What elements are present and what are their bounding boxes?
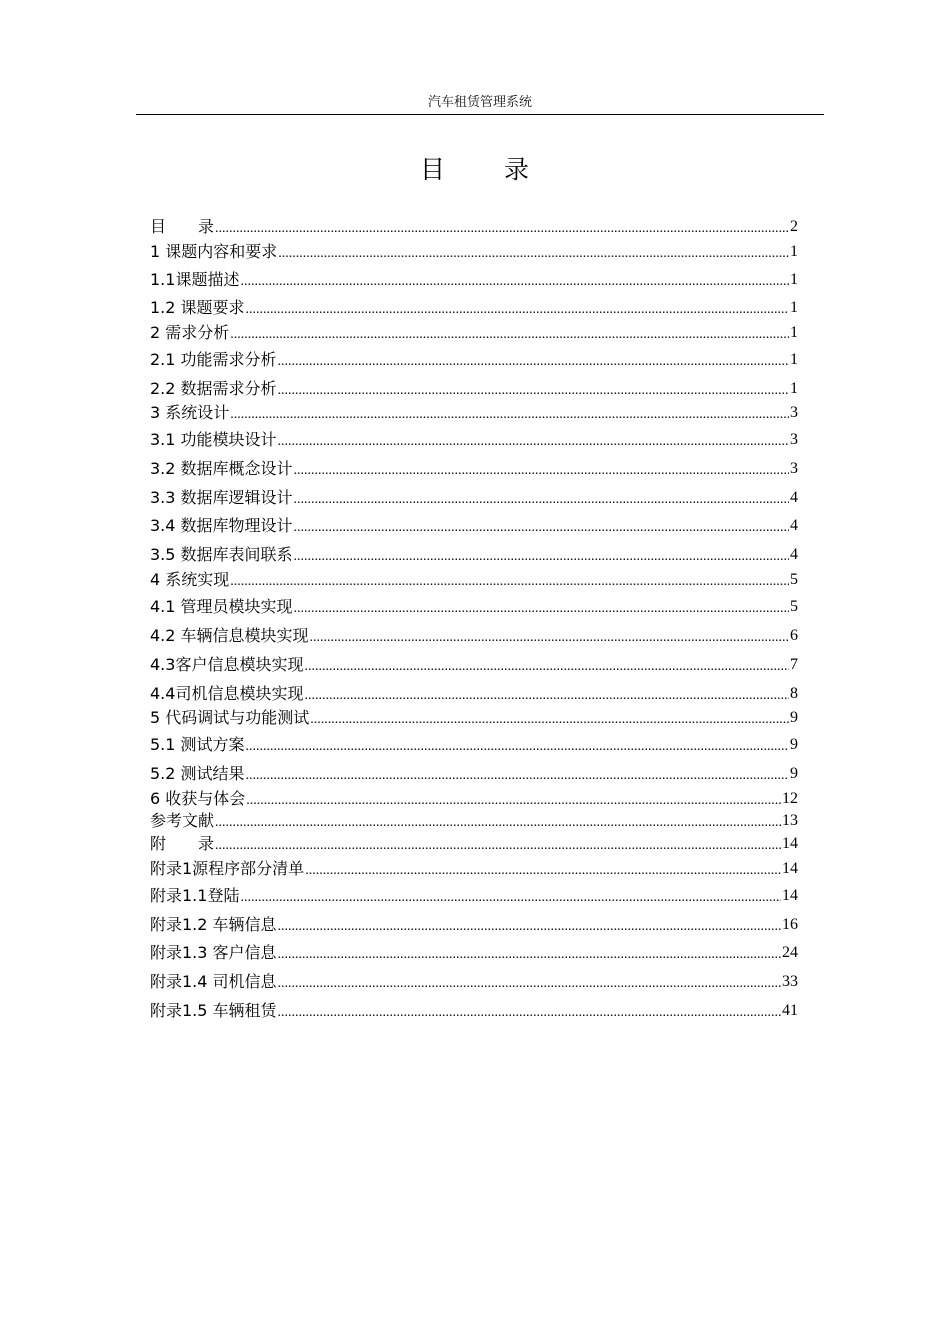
toc-entry[interactable] (150, 624, 798, 646)
toc-entry-page-number: 14 (782, 860, 798, 877)
toc-leader-dots (230, 327, 789, 343)
toc-leader-dots (278, 434, 789, 450)
toc-entry[interactable] (150, 832, 798, 854)
page-title (0, 150, 950, 186)
toc-entry-page-number: 1 (790, 324, 798, 341)
toc-entry-label: 3.3 数据库逻辑设计 (150, 488, 293, 507)
toc-entry-label: 附录1.3 客户信息 (150, 943, 277, 962)
toc-entry[interactable] (150, 215, 798, 237)
toc-entry[interactable] (150, 568, 798, 590)
toc-leader-dots (246, 768, 789, 784)
toc-entry-label: 附录1源程序部分清单 (150, 859, 305, 878)
toc-entry-page-number: 3 (790, 404, 798, 421)
toc-entry-label: 4.4司机信息模块实现 (150, 684, 304, 703)
toc-entry-page-number: 9 (790, 736, 798, 753)
toc-leader-dots (294, 520, 789, 536)
toc-leader-dots (215, 221, 789, 237)
toc-entry-label: 参考文献 (150, 811, 215, 830)
toc-entry[interactable] (150, 762, 798, 784)
toc-entry[interactable] (150, 296, 798, 318)
toc-entry-label: 5 代码调试与功能测试 (150, 708, 310, 727)
toc-entry-page-number: 6 (790, 627, 798, 644)
title-char-1: 目 (419, 155, 446, 184)
toc-entry[interactable] (150, 733, 798, 755)
toc-entry-page-number: 5 (790, 598, 798, 615)
toc-leader-dots (278, 919, 781, 935)
toc-entry[interactable] (150, 941, 798, 963)
toc-entry[interactable] (150, 682, 798, 704)
toc-entry[interactable] (150, 857, 798, 879)
toc-leader-dots (310, 630, 789, 646)
toc-entry-label: 4.1 管理员模块实现 (150, 597, 293, 616)
toc-entry-label: 附 录 (150, 834, 215, 853)
toc-entry-label: 3.1 功能模块设计 (150, 430, 277, 449)
toc-leader-dots (246, 739, 789, 755)
toc-leader-dots (215, 815, 781, 831)
toc-entry-page-number: 13 (782, 812, 798, 829)
toc-entry-label: 附录1.4 司机信息 (150, 972, 277, 991)
toc-entry-label: 1 课题内容和要求 (150, 242, 278, 261)
toc-entry-label: 附录1.5 车辆租赁 (150, 1001, 277, 1020)
toc-leader-dots (278, 947, 781, 963)
toc-entry[interactable] (150, 595, 798, 617)
toc-entry[interactable] (150, 653, 798, 675)
toc-entry-page-number: 8 (790, 685, 798, 702)
toc-entry[interactable] (150, 401, 798, 423)
toc-entry-label: 4.2 车辆信息模块实现 (150, 626, 309, 645)
toc-entry-page-number: 9 (790, 709, 798, 726)
toc-entry-label: 2 需求分析 (150, 323, 230, 342)
toc-entry[interactable] (150, 884, 798, 906)
toc-entry[interactable] (150, 321, 798, 343)
toc-leader-dots (278, 383, 789, 399)
toc-entry[interactable] (150, 486, 798, 508)
toc-entry-label: 1.2 课题要求 (150, 298, 245, 317)
toc-entry[interactable] (150, 970, 798, 992)
toc-entry-page-number: 5 (790, 571, 798, 588)
toc-entry-label: 4 系统实现 (150, 570, 230, 589)
toc-entry-page-number: 24 (782, 944, 798, 961)
toc-entry[interactable] (150, 913, 798, 935)
toc-entry-page-number: 1 (790, 380, 798, 397)
toc-entry-page-number: 12 (782, 790, 798, 807)
toc-entry-page-number: 1 (790, 299, 798, 316)
toc-entry-page-number: 4 (790, 489, 798, 506)
toc-entry-page-number: 4 (790, 517, 798, 534)
toc-leader-dots (246, 793, 781, 809)
toc-entry-label: 3.2 数据库概念设计 (150, 459, 293, 478)
toc-leader-dots (304, 659, 789, 675)
toc-leader-dots (240, 274, 789, 290)
toc-entry-label: 3.4 数据库物理设计 (150, 516, 293, 535)
toc-leader-dots (230, 574, 789, 590)
toc-entry[interactable] (150, 706, 798, 728)
toc-leader-dots (304, 688, 789, 704)
toc-leader-dots (240, 890, 781, 906)
toc-entry-page-number: 7 (790, 656, 798, 673)
toc-entry[interactable] (150, 268, 798, 290)
toc-leader-dots (310, 712, 789, 728)
toc-entry-page-number: 9 (790, 765, 798, 782)
page-header: 汽车租赁管理系统 (136, 92, 824, 115)
toc-entry[interactable] (150, 543, 798, 565)
toc-leader-dots (305, 863, 781, 879)
toc-entry-label: 附录1.1登陆 (150, 886, 240, 905)
toc-leader-dots (294, 601, 789, 617)
toc-entry-label: 1.1课题描述 (150, 270, 240, 289)
toc-entry-page-number: 3 (790, 460, 798, 477)
toc-entry-page-number: 1 (790, 271, 798, 288)
toc-entry[interactable] (150, 809, 798, 831)
toc-entry-page-number: 2 (790, 218, 798, 235)
toc-leader-dots (278, 246, 789, 262)
toc-entry-label: 目 录 (150, 217, 215, 236)
toc-entry[interactable] (150, 377, 798, 399)
toc-entry-page-number: 3 (790, 431, 798, 448)
toc-entry[interactable] (150, 240, 798, 262)
toc-entry[interactable] (150, 348, 798, 370)
toc-entry[interactable] (150, 514, 798, 536)
toc-leader-dots (278, 1005, 781, 1021)
toc-entry-label: 附录1.2 车辆信息 (150, 915, 277, 934)
toc-entry-page-number: 4 (790, 546, 798, 563)
toc-entry-page-number: 16 (782, 916, 798, 933)
toc-entry-label: 3.5 数据库表间联系 (150, 545, 293, 564)
toc-entry-label: 2.1 功能需求分析 (150, 350, 277, 369)
toc-entry-page-number: 1 (790, 351, 798, 368)
title-char-2: 录 (504, 155, 531, 184)
toc-leader-dots (278, 976, 781, 992)
toc-leader-dots (246, 302, 789, 318)
toc-entry-page-number: 41 (782, 1002, 798, 1019)
toc-entry[interactable] (150, 999, 798, 1021)
toc-leader-dots (294, 549, 789, 565)
toc-leader-dots (230, 407, 789, 423)
toc-entry-label: 3 系统设计 (150, 403, 230, 422)
toc-leader-dots (215, 838, 781, 854)
toc-entry-label: 4.3客户信息模块实现 (150, 655, 304, 674)
toc-entry-page-number: 1 (790, 243, 798, 260)
toc-entry[interactable] (150, 787, 798, 809)
toc-entry-page-number: 14 (782, 835, 798, 852)
toc-entry-label: 5.2 测试结果 (150, 764, 245, 783)
toc-entry-label: 5.1 测试方案 (150, 735, 245, 754)
toc-leader-dots (278, 354, 789, 370)
toc-entry-label: 6 收获与体会 (150, 789, 246, 808)
toc-entry-page-number: 14 (782, 887, 798, 904)
toc-leader-dots (294, 463, 789, 479)
toc-entry-page-number: 33 (782, 973, 798, 990)
toc-entry-label: 2.2 数据需求分析 (150, 379, 277, 398)
toc-entry[interactable] (150, 457, 798, 479)
toc-entry[interactable] (150, 428, 798, 450)
toc-leader-dots (294, 492, 789, 508)
